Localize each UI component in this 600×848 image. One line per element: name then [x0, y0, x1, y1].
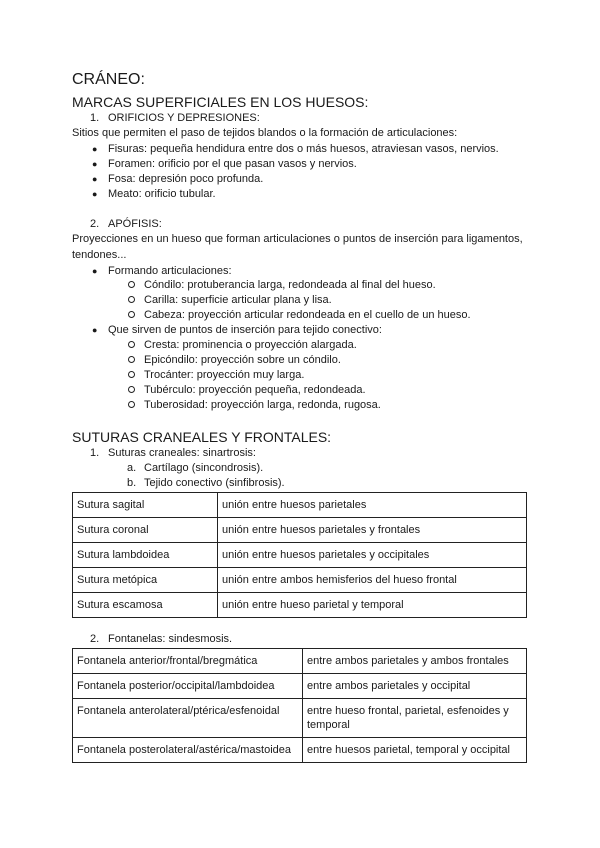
table-cell: Sutura coronal: [73, 518, 218, 543]
table-cell: entre hueso frontal, parietal, esfenoides y temporal: [303, 699, 527, 738]
circle-bullet-icon: [128, 386, 135, 393]
table-row: [73, 493, 527, 518]
list-item-foramen: Foramen: orificio por el que pasan vasos y nervios.: [108, 158, 357, 170]
table-cell: Sutura escamosa: [73, 593, 218, 618]
list-item-condilo: Cóndilo: protuberancia larga, redondeada al final del hueso.: [144, 279, 436, 291]
subsection-title-fontanelas: Fontanelas: sindesmosis.: [108, 633, 233, 645]
list-item-trocanter: Trocánter: proyección muy larga.: [144, 369, 305, 381]
table-row: [73, 649, 527, 674]
bullet-icon: ●: [92, 266, 98, 276]
subsection-title-orificios: ORIFICIOS Y DEPRESIONES:: [108, 112, 260, 124]
table-row: [73, 699, 527, 738]
list-number: 1.: [90, 447, 100, 459]
fontanelas-table: [72, 648, 527, 763]
table-cell: unión entre huesos parietales y occipitales: [218, 543, 527, 568]
circle-bullet-icon: [128, 311, 135, 318]
table-row: [73, 568, 527, 593]
table-cell: Fontanela posterior/occipital/lambdoidea: [73, 674, 303, 699]
table-cell: unión entre ambos hemisferios del hueso frontal: [218, 568, 527, 593]
table-cell: Fontanela anterolateral/ptérica/esfenoidal: [73, 699, 303, 738]
circle-bullet-icon: [128, 296, 135, 303]
paragraph-orificios-intro: Sitios que permiten el paso de tejidos blandos o la formación de articulaciones:: [72, 127, 458, 139]
table-row: [73, 674, 527, 699]
table-row: [73, 593, 527, 618]
bullet-icon: ●: [92, 159, 98, 169]
table-cell: entre ambos parietales y ambos frontales: [303, 649, 527, 674]
list-item-cabeza: Cabeza: proyección articular redondeada en el cuello de un hueso.: [144, 309, 471, 321]
table-cell: Sutura sagital: [73, 493, 218, 518]
paragraph-apofisis-intro: Proyecciones en un hueso que forman articulaciones o puntos de inserción para ligamentos, tendones...: [72, 233, 523, 261]
list-letter: b.: [127, 477, 137, 489]
circle-bullet-icon: [128, 341, 135, 348]
circle-bullet-icon: [128, 281, 135, 288]
list-item-tuberculo: Tubérculo: proyección pequeña, redondeada.: [144, 384, 366, 396]
table-cell: Fontanela anterior/frontal/bregmática: [73, 649, 303, 674]
circle-bullet-icon: [128, 371, 135, 378]
list-letter: a.: [127, 462, 137, 474]
suturas-table: [72, 492, 527, 618]
section-heading-suturas: SUTURAS CRANEALES Y FRONTALES:: [72, 429, 332, 445]
table-row: [73, 738, 527, 763]
table-cell: entre huesos parietal, temporal y occipital: [303, 738, 527, 763]
list-item-tejido-conectivo: Tejido conectivo (sinfibrosis).: [144, 477, 285, 489]
bullet-icon: ●: [92, 174, 98, 184]
table-cell: entre ambos parietales y occipital: [303, 674, 527, 699]
list-item-puntos-insercion: Que sirven de puntos de inserción para tejido conectivo:: [108, 324, 382, 336]
table-cell: Sutura metópica: [73, 568, 218, 593]
section-heading-marcas: MARCAS SUPERFICIALES EN LOS HUESOS:: [72, 94, 369, 110]
list-item-fosa: Fosa: depresión poco profunda.: [108, 173, 264, 185]
subsection-title-suturas: Suturas craneales: sinartrosis:: [108, 447, 256, 459]
table-cell: unión entre huesos parietales: [218, 493, 527, 518]
list-number: 2.: [90, 218, 100, 230]
circle-bullet-icon: [128, 401, 135, 408]
circle-bullet-icon: [128, 356, 135, 363]
list-number: 1.: [90, 112, 100, 124]
list-item-fisuras: Fisuras: pequeña hendidura entre dos o más huesos, atraviesan vasos, nervios.: [108, 143, 499, 155]
page-title: CRÁNEO:: [72, 71, 145, 88]
bullet-icon: ●: [92, 189, 98, 199]
table-cell: Sutura lambdoidea: [73, 543, 218, 568]
table-cell: Fontanela posterolateral/astérica/mastoidea: [73, 738, 303, 763]
subsection-title-apofisis: APÓFISIS:: [108, 218, 162, 230]
list-item-carilla: Carilla: superficie articular plana y lisa.: [144, 294, 332, 306]
table-cell: unión entre huesos parietales y frontales: [218, 518, 527, 543]
table-cell: unión entre hueso parietal y temporal: [218, 593, 527, 618]
list-item-tuberosidad: Tuberosidad: proyección larga, redonda, rugosa.: [144, 399, 381, 411]
list-item-cresta: Cresta: prominencia o proyección alargada.: [144, 339, 357, 351]
list-item-formando-articulaciones: Formando articulaciones:: [108, 265, 232, 277]
table-row: [73, 543, 527, 568]
bullet-icon: ●: [92, 325, 98, 335]
bullet-icon: ●: [92, 144, 98, 154]
list-item-cartilago: Cartílago (sincondrosis).: [144, 462, 264, 474]
list-item-meato: Meato: orificio tubular.: [108, 188, 216, 200]
list-number: 2.: [90, 633, 100, 645]
table-row: [73, 518, 527, 543]
list-item-epicondilo: Epicóndilo: proyección sobre un cóndilo.: [144, 354, 341, 366]
